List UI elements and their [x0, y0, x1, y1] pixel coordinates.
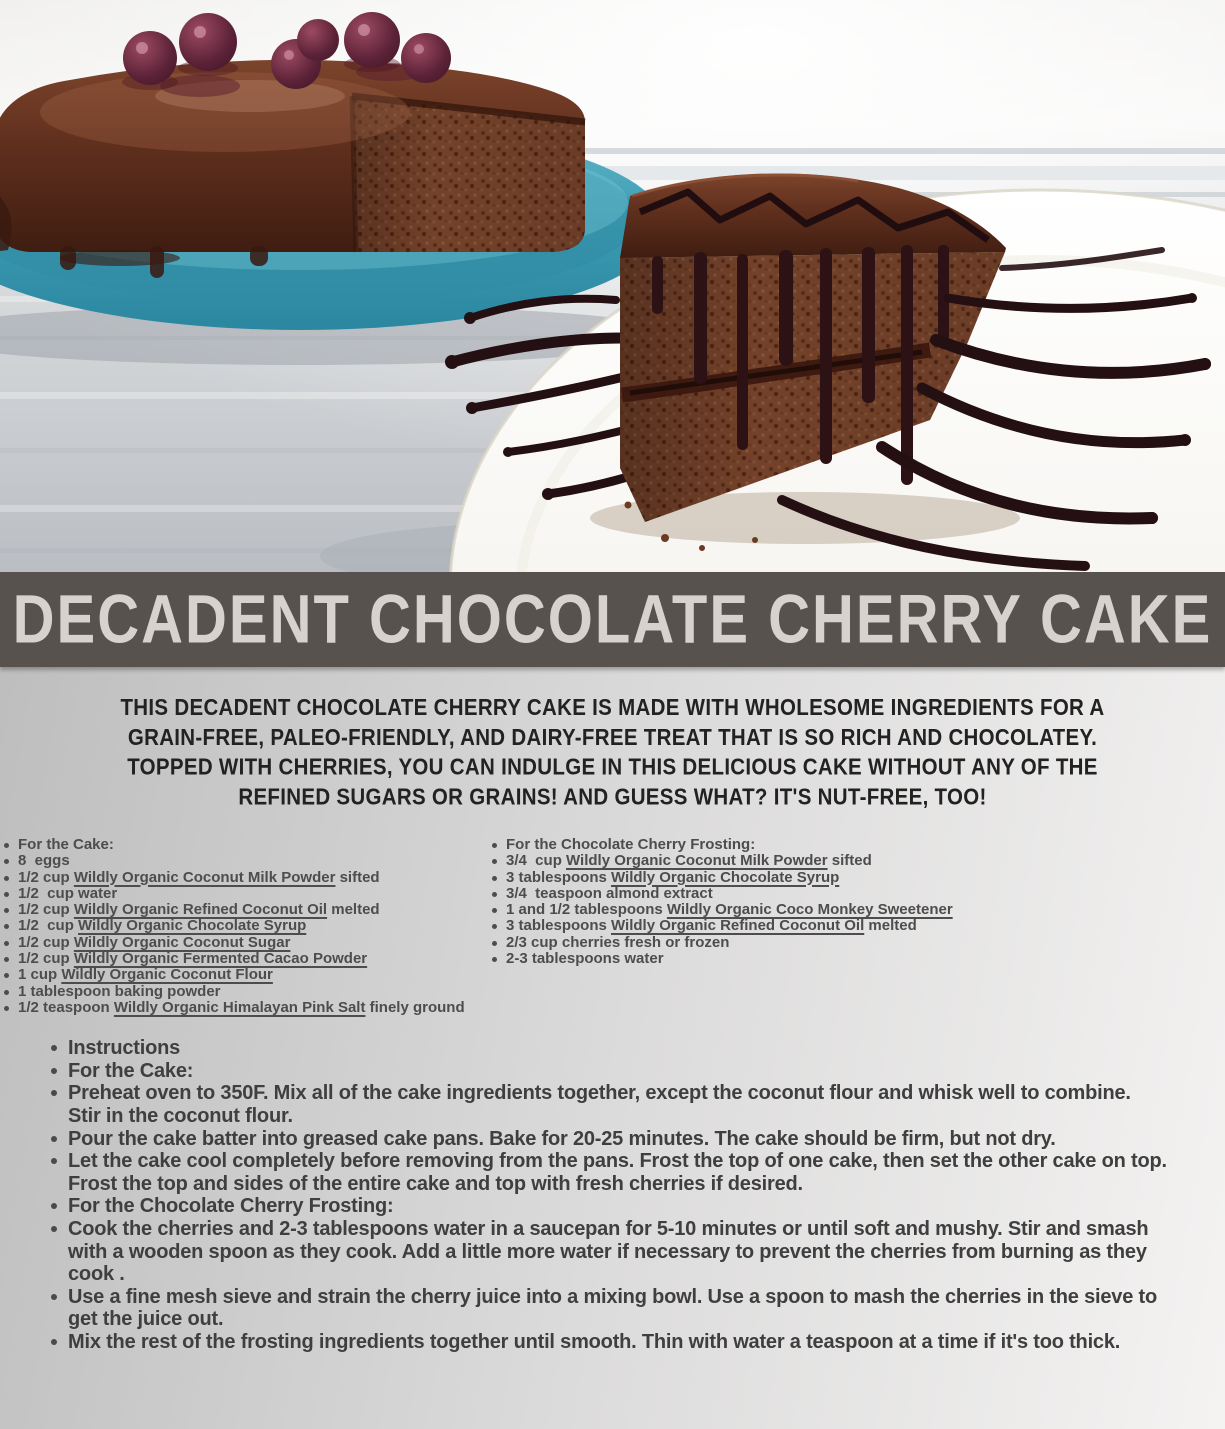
cake-ingredient-item [18, 984, 488, 1000]
ingredient-text: 3/4 teaspoon almond extract [506, 884, 713, 902]
instruction-item: Let the cake cool completely before removing from the pans. Frost the top of one cake, then set the other cake on top. Frost the top and sides of the entire cake and top with fresh cherries if desired. [68, 1150, 1167, 1195]
instruction-item: Preheat oven to 350F. Mix all of the cake ingredients together, except the coconut flour and whisk well to combine. Stir in the coconut flour. [68, 1082, 1168, 1127]
instruction-item: For the Cake: [68, 1060, 1168, 1083]
instruction-item: For the Chocolate Cherry Frosting: [68, 1195, 1168, 1218]
cake-ingredient-item [18, 886, 488, 902]
product-link[interactable]: Wildly Organic Coconut Milk Powder [566, 852, 828, 870]
ingredient-text: 1/2 cup water [18, 884, 118, 902]
product-link[interactable]: Wildly Organic Coconut Milk Powder [73, 868, 336, 886]
frosting-ingredients-heading: For the Chocolate Cherry Frosting: [506, 837, 1046, 853]
cake-ingredient-item [18, 918, 488, 934]
instruction-item: Mix the rest of the frosting ingredients together until smooth. Thin with water a teaspoon at a time if it's too thick. [68, 1331, 1168, 1354]
ingredient-text: 1/2 cup [18, 901, 74, 919]
description-line: TOPPED WITH CHERRIES, YOU CAN INDULGE IN THIS DELICIOUS CAKE WITHOUT ANY OF THE [127, 753, 1098, 781]
product-link[interactable]: Wildly Organic Coco Monkey Sweetener [666, 901, 953, 919]
ingredient-text: 2/3 cup cherries fresh or frozen [506, 933, 730, 951]
cake-ingredients-heading: For the Cake: [18, 837, 488, 853]
cake-ingredient-item [18, 951, 488, 967]
frosting-ingredient-item [506, 870, 1046, 886]
product-link[interactable]: Wildly Organic Refined Coconut Oil [611, 917, 865, 935]
ingredient-text: sifted [827, 852, 872, 870]
instructions-list [0, 1037, 1168, 1353]
description-line: THIS DECADENT CHOCOLATE CHERRY CAKE IS MADE WITH WHOLESOME INGREDIENTS FOR A [120, 694, 1105, 721]
cake-ingredient-item [18, 870, 488, 886]
content [0, 667, 1225, 1429]
frosting-ingredient-item [506, 951, 1046, 967]
product-link[interactable]: Wildly Organic Chocolate Syrup [611, 868, 840, 886]
ingredient-text: 1/2 cup [18, 950, 74, 968]
ingredient-text: sifted [335, 868, 380, 886]
product-link[interactable]: Wildly Organic Chocolate Syrup [78, 917, 307, 935]
frosting-ingredients-list [488, 837, 1046, 1016]
product-link[interactable]: Wildly Organic Refined Coconut Oil [73, 901, 328, 919]
cake-ingredient-item [18, 902, 488, 918]
ingredient-text: melted [327, 901, 380, 919]
frosting-ingredient-item [506, 902, 1046, 918]
ingredient-text: finely ground [365, 998, 465, 1016]
ingredient-text: 1/2 teaspoon [18, 998, 114, 1016]
instruction-item: Cook the cherries and 2-3 tablespoons water in a saucepan for 5-10 minutes or until soft and mushy. Stir and smash with a wooden spoon as they cook. Add a little more water if necessary to prevent the cherries from burning as they cook . [68, 1218, 1168, 1286]
product-link[interactable]: Wildly Organic Coconut Flour [61, 966, 273, 984]
ingredient-text: 1/2 cup [18, 917, 79, 935]
description-line: GRAIN-FREE, PALEO-FRIENDLY, AND DAIRY-FREE TREAT THAT IS SO RICH AND CHOCOLATEY. [127, 724, 1098, 751]
title-banner [0, 572, 1225, 667]
product-link[interactable]: Wildly Organic Coconut Sugar [73, 933, 291, 951]
frosting-ingredient-item [506, 886, 1046, 902]
cake-ingredient-item [18, 1000, 488, 1016]
hero-photo [0, 0, 1225, 572]
page-title: DECADENT CHOCOLATE CHERRY CAKE [12, 581, 1213, 658]
ingredient-text: 1 cup [18, 966, 62, 984]
cake-photo-illustration [0, 0, 1225, 572]
cake-ingredients-list [0, 837, 488, 1016]
ingredient-text: 1 tablespoon baking powder [18, 982, 221, 1000]
cake-ingredient-item [18, 853, 488, 869]
product-link[interactable]: Wildly Organic Himalayan Pink Salt [113, 998, 366, 1016]
cake-ingredient-item [18, 935, 488, 951]
ingredient-text: 1 and 1/2 tablespoons [506, 901, 667, 919]
ingredient-text: 8 eggs [18, 852, 70, 870]
ingredient-text: 3/4 cup [506, 852, 567, 870]
ingredient-text: 1/2 cup [18, 868, 74, 886]
whole-cake [0, 60, 585, 278]
ingredient-text: melted [864, 917, 917, 935]
description-line: REFINED SUGARS OR GRAINS! AND GUESS WHAT? IT'S NUT-FREE, TOO! [238, 783, 987, 811]
ingredient-text: 2-3 tablespoons water [506, 950, 664, 968]
ingredient-text: 3 tablespoons [506, 917, 612, 935]
instruction-item: Pour the cake batter into greased cake pans. Bake for 20-25 minutes. The cake should be firm, but not dry. [68, 1128, 1168, 1151]
ingredients-section [0, 837, 1225, 1016]
instructions-section [0, 1037, 1225, 1353]
frosting-ingredient-item [506, 853, 1046, 869]
ingredient-text: 3 tablespoons [506, 868, 612, 886]
instruction-item: Instructions [68, 1037, 1168, 1060]
cake-ingredient-item [18, 967, 488, 983]
ingredient-text: 1/2 cup [18, 933, 74, 951]
description [0, 693, 1225, 813]
frosting-ingredient-item [506, 935, 1046, 951]
product-link[interactable]: Wildly Organic Fermented Cacao Powder [73, 950, 368, 968]
frosting-ingredient-item [506, 918, 1046, 934]
instruction-item: Use a fine mesh sieve and strain the cherry juice into a mixing bowl. Use a spoon to mash the cherries in the sieve to get the juice out. [68, 1286, 1168, 1331]
